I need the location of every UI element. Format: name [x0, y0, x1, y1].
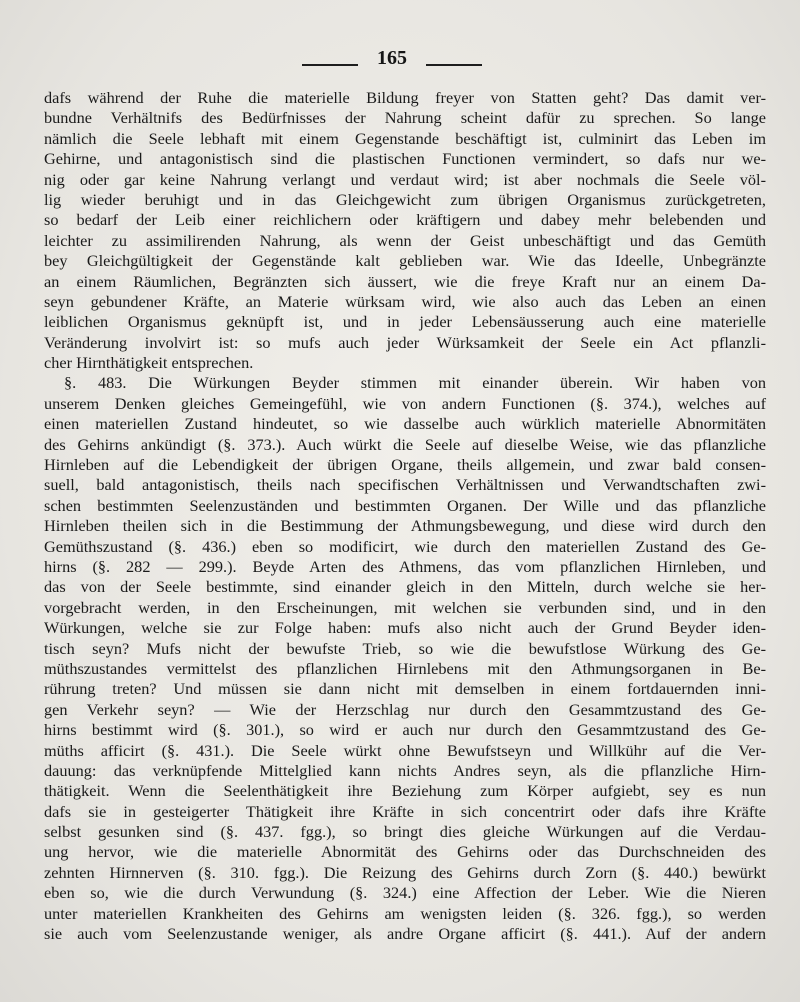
text-line: nämlich die Seele lebhaft mit einem Gegenstande beschäftigt ist, culminirt das Leben im [44, 128, 766, 148]
text-line: Würkungen, welche sie zur Folge haben: mufs also nicht auch der Grund Beyder iden- [44, 618, 766, 638]
text-line: leichter zu assimilirenden Nahrung, als wenn der Geist unbeschäftigt und das Gemüth [44, 230, 766, 250]
text-line: gen Verkehr seyn? — Wie der Herzschlag nur durch den Gesammtzustand des Ge- [44, 699, 766, 719]
text-line: tisch seyn? Mufs nicht der bewufste Trieb, so wie die bewufstlose Würkung des Ge- [44, 638, 766, 658]
text-line: müthszustandes vermittelst des pflanzlichen Hirnlebens mit den Athmungsorganen in Be- [44, 658, 766, 678]
text-line: leiblichen Organismus geknüpft ist, und in jeder Lebensäusserung auch eine materielle [44, 312, 766, 332]
text-line: einen materiellen Zustand hindeutet, so wie dasselbe auch würklich materielle Abnormitäten [44, 414, 766, 434]
text-line: Hirnleben theilen sich in die Bestimmung der Athmungsbewegung, und diese wird durch den [44, 516, 766, 536]
page-header [0, 44, 800, 74]
text-line: zehnten Hirnnerven (§. 310. fgg.). Die Reizung des Gehirns durch Zorn (§. 440.) bewürkt [44, 862, 766, 882]
text-line: sie auch vom Seelenzustande weniger, als andre Organe afficirt (§. 441.). Auf der andern [44, 924, 766, 944]
text-line: bundne Verhältnifs des Bedürfnisses der Nahrung scheint dafür zu sprechen. So lange [44, 108, 766, 128]
text-line: thätigkeit. Wenn die Seelenthätigkeit ihre Beziehung zum Körper aufgiebt, sey es nun [44, 781, 766, 801]
text-line: müths afficirt (§. 431.). Die Seele würkt ohne Bewufstseyn und Willkühr auf die Ver- [44, 740, 766, 760]
header-rule-right [426, 64, 482, 66]
text-line: dafs sie in gesteigerter Thätigkeit ihre Kräfte in sich concentrirt oder dafs ihre Kräfte [44, 801, 766, 821]
text-line: Hirnleben auf die Lebendigkeit der übrigen Organe, theils allgemein, und zwar bald consen- [44, 455, 766, 475]
text-line: seyn gebundener Kräfte, an Materie würksam wird, wie also auch das Leben an einen [44, 291, 766, 311]
text-line: vorgebracht werden, in den Erscheinungen, mit welchen sie verbunden sind, und in den [44, 597, 766, 617]
section-483-start: §. 483. Die Würkungen Beyder stimmen mit einander überein. Wir haben von [64, 373, 766, 393]
text-line: unserem Denken gleiches Gemeingefühl, wie von andern Functionen (§. 374.), welches auf [44, 393, 766, 413]
text-line: selbst gesunken sind (§. 437. fgg.), so bringt dies gleiche Würkungen auf die Verdau- [44, 822, 766, 842]
text-line: unter materiellen Krankheiten des Gehirns am wenigsten leiden (§. 326. fgg.), so werden [44, 903, 766, 923]
text-line: Gemüthszustand (§. 436.) eben so modificirt, wie durch den materiellen Zustand des Ge- [44, 536, 766, 556]
text-line: hirns bestimmt wird (§. 301.), so wird er auch nur durch den Gesammtzustand des Ge- [44, 720, 766, 740]
text-line: rührung treten? Und müssen sie dann nicht mit demselben in einem fortdauernden inni- [44, 679, 766, 699]
text-line: schen bestimmten Seelenzuständen und bestimmten Organen. Der Wille und das pflanzliche [44, 495, 766, 515]
text-line: bey Gleichgültigkeit der Gegenstände kalt geblieben war. Wie das Ideelle, Unbegränzte [44, 251, 766, 271]
text-line: Veränderung involvirt ist: so mufs auch jeder Würksamkeit der Seele ein Act pflanzli- [44, 332, 766, 352]
text-line: dauung: das verknüpfende Mittelglied kann nichts Andres seyn, als die pflanzliche Hirn- [44, 760, 766, 780]
page-number: 165 [377, 47, 407, 69]
text-line: nig oder gar keine Nahrung verlangt und verdaut wird; ist aber nochmals die Seele völ- [44, 169, 766, 189]
text-line: dafs während der Ruhe die materielle Bildung freyer von Statten geht? Das damit ver- [44, 88, 766, 107]
text-line: hirns (§. 282 — 299.). Beyde Arten des Athmens, das vom pflanzlichen Hirnleben, und [44, 556, 766, 576]
text-line: lig wieder beruhigt und in das Gleichgewicht zum übrigen Organismus zurückgetreten, [44, 189, 766, 209]
text-line: ung hervor, wie die materielle Abnormität des Gehirns oder das Durchschneiden des [44, 842, 766, 862]
body-text [44, 88, 766, 944]
header-rule-left [302, 64, 358, 66]
text-line: Gehirne, und antagonistisch sind die plastischen Functionen vermindert, so dafs nur we- [44, 149, 766, 169]
text-line: des Gehirns ankündigt (§. 373.). Auch würkt die Seele auf dieselbe Weise, wie das pflanzliche [44, 434, 766, 454]
text-line: eben so, wie die durch Verwundung (§. 324.) eine Affection der Leber. Wie die Nieren [44, 883, 766, 903]
text-line: suell, bald antagonistisch, theils nach specifischen Verhältnissen und Verwandtschaften zwi- [44, 475, 766, 495]
text-line: cher Hirnthätigkeit entsprechen. [44, 353, 254, 373]
text-line: das von der Seele bestimmte, sind einander gleich in den Mitteln, durch welche sie her- [44, 577, 766, 597]
text-line: an einem Räumlichen, Begränzten sich äussert, wie die freye Kraft nur an einem Da- [44, 271, 766, 291]
text-line: so bedarf der Leib einer reichlichern oder kräftigern und dabey mehr belebenden und [44, 210, 766, 230]
